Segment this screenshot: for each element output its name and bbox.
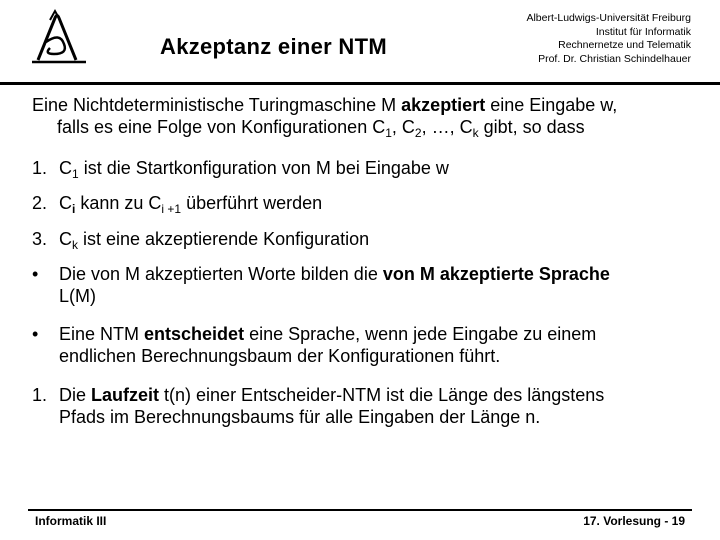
intro-line-2: falls es eine Folge von Konfigurationen $C_1$, $C_2$, …, $C_k$ gibt, so dass — [57, 117, 585, 140]
bullet-icon: • — [32, 264, 39, 284]
list-number: 1. — [32, 385, 48, 405]
institution-line: Institut für Informatik — [595, 25, 691, 38]
institution-block — [431, 12, 691, 66]
footer-page-number: 17. Vorlesung - 19 — [583, 514, 685, 528]
emphasis-akzeptiert: akzeptiert — [401, 95, 486, 115]
page-title: Akzeptanz einer NTM — [160, 34, 387, 59]
header-divider — [0, 82, 720, 85]
bullet-icon: • — [32, 324, 39, 344]
institution-line: Rechnernetze und Telematik — [558, 39, 691, 51]
emphasis-entscheidet: entscheidet — [144, 324, 245, 344]
institution-line: Prof. Dr. Christian Schindelhauer — [538, 52, 691, 65]
list-number: 3. — [32, 229, 48, 249]
intro-paragraph — [32, 94, 702, 138]
footer-divider — [28, 509, 692, 511]
intro-line-1: Eine Nichtdeterministische Turingmaschine M akzeptiert eine Eingabe w, — [32, 95, 618, 115]
list-number: 2. — [32, 193, 48, 213]
emphasis-accepted-language: von M akzeptierte Sprache — [382, 264, 610, 284]
institution-line: Albert-Ludwigs-Universität Freiburg — [526, 12, 691, 24]
emphasis-laufzeit: Laufzeit — [91, 385, 160, 405]
university-logo-icon — [30, 8, 88, 68]
list-number: 1. — [32, 158, 48, 178]
footer-course: Informatik III — [35, 514, 107, 528]
